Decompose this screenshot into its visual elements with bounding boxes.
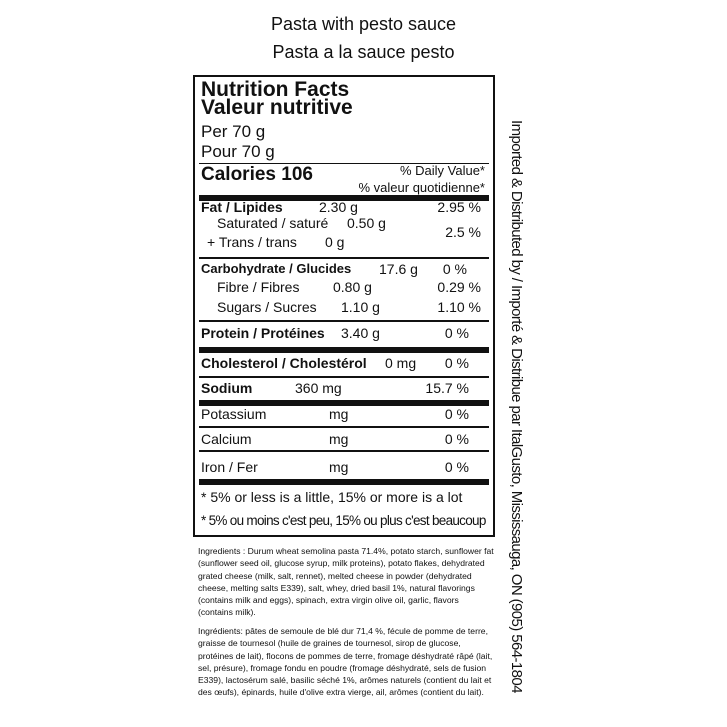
footnote-fr: * 5% ou moins c'est peu, 15% ou plus c'est beaucoup [201, 513, 486, 528]
calories-label: Calories [201, 164, 276, 185]
divider-thick [199, 347, 489, 353]
fibre-value: 0.80 g [333, 279, 372, 295]
serving-size-en: Per 70 g [201, 122, 266, 141]
divider [199, 426, 489, 428]
divider [199, 450, 489, 452]
serving-size-fr: Pour 70 g [201, 142, 275, 161]
iron-pct: 0 % [444, 459, 469, 475]
cholesterol-pct: 0 % [444, 355, 469, 371]
nutrition-facts-title: Nutrition Facts [201, 78, 350, 101]
divider [199, 320, 489, 322]
daily-value-header-en: % Daily Value* [399, 163, 485, 178]
sugars-value: 1.10 g [341, 299, 380, 315]
iron-value: mg [329, 459, 349, 475]
divider-thick [199, 479, 489, 485]
saturated-value: 0.50 g [347, 215, 386, 231]
carbohydrate-value: 17.6 g [379, 261, 418, 277]
valeur-nutritive-title: Valeur nutritive [201, 96, 353, 119]
footnote-en: * 5% or less is a little, 15% or more is a lot [201, 489, 463, 505]
ingredients-en: Ingredients : Durum wheat semolina pasta 71.4%, potato starch, sunflower fat (sunflower seed oil, glucose syrup, milk proteins), potato flakes, dehydrated grated cheese (milk, salt, rennet), melted cheese in powder (dehydrated cheese, melting salts E339), salt, whey, dried basil 1%, natural flavorings (contains milk and eggs), spinach, extra virgin olive oil, garlic, flavors (contains milk). [198, 546, 494, 618]
protein-value: 3.40 g [341, 325, 380, 341]
sodium-pct: 15.7 % [425, 380, 469, 396]
fibre-label: Fibre / Fibres [217, 279, 300, 295]
calories-line [201, 164, 313, 186]
ingredients-fr: Ingrédients: pâtes de semoule de blé dur 71,4 %, fécule de pomme de terre, graisse de tournesol (huile de graines de tournesol, sirop de glucose, protéines de lait), flocons de pommes de terre, fromage déshydraté râpé (lait, sel, présure), fromage fondu en poudre (fromage déshydraté, sels de fusion E339), lactosérum salé, basilic séché 1%, arômes naturels (contient du lait et des œufs), épinards, huile d'olive extra vierge, ail, arômes (contient du lait). [198, 626, 493, 698]
sodium-value: 360 mg [295, 380, 342, 396]
cholesterol-label: Cholesterol / Cholestérol [201, 355, 367, 371]
product-name-fr: Pasta a la sauce pesto [272, 42, 455, 62]
trans-label: + Trans / trans [207, 234, 297, 250]
sugars-label: Sugars / Sucres [217, 299, 317, 315]
calcium-pct: 0 % [444, 431, 469, 447]
daily-value-header-fr: % valeur quotidienne* [358, 180, 485, 195]
potassium-pct: 0 % [444, 406, 469, 422]
nutrition-facts-panel [193, 75, 495, 537]
iron-label: Iron / Fer [201, 459, 258, 475]
calcium-label: Calcium [201, 431, 252, 447]
carbohydrate-pct: 0 % [442, 261, 467, 277]
cholesterol-value: 0 mg [385, 355, 417, 371]
protein-label: Protein / Protéines [201, 325, 325, 341]
sodium-label: Sodium [201, 380, 253, 396]
saturated-label: Saturated / saturé [217, 215, 329, 231]
protein-pct: 0 % [444, 325, 469, 341]
potassium-label: Potassium [201, 406, 267, 422]
potassium-value: mg [329, 406, 349, 422]
divider [199, 257, 489, 259]
trans-value: 0 g [325, 234, 345, 250]
fat-label: Fat / Lipides [201, 199, 283, 215]
carbohydrate-label: Carbohydrate / Glucides [201, 261, 352, 276]
fibre-pct: 0.29 % [437, 279, 481, 295]
calcium-value: mg [329, 431, 349, 447]
sugars-pct: 1.10 % [437, 299, 481, 315]
fat-pct: 2.95 % [437, 199, 481, 215]
fat-value: 2.30 g [319, 199, 358, 215]
distributor-vertical-text: Imported & Distributed by / Importé & Distribue par ItalGusto, Mississauga, ON (905) 564-1804 [508, 120, 525, 693]
divider [199, 376, 489, 378]
calories-value: 106 [281, 164, 313, 185]
trans-pct: 2.5 % [445, 224, 481, 240]
product-name-en: Pasta with pesto sauce [270, 14, 457, 34]
